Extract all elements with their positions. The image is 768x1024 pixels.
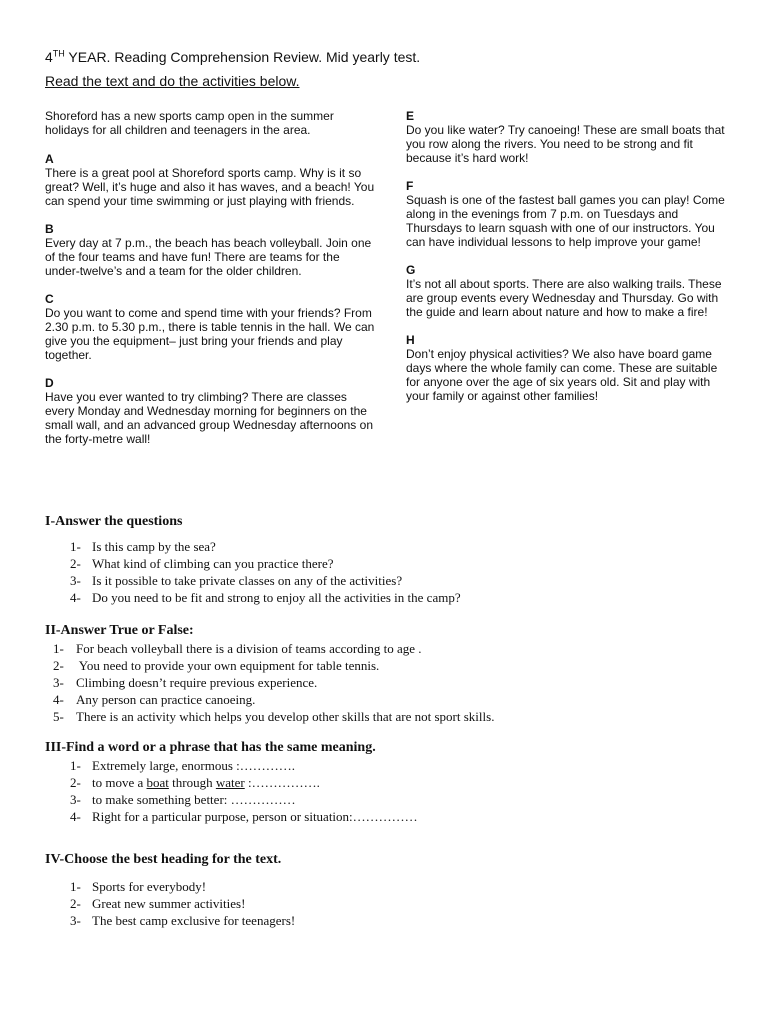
reading-column-left [45,109,375,460]
part2-list [53,640,494,725]
list-item: 1- Is this camp by the sea? [70,539,216,554]
list-item: 2- Great new summer activities! [70,896,246,911]
part3-list [70,757,418,825]
list-item: 2- to move a boat through water :……………. [70,775,320,790]
reading-section-b [45,222,375,278]
section-text: Have you ever wanted to try climbing? There are classes every Monday and Wednesday morning for beginners on the small wall, and an advanced group Wednesday afternoons on the forty-metre wall! [45,390,373,446]
list-item: 5- There is an activity which helps you develop other skills that are not sport skills. [53,709,495,724]
list-item: 2- You need to provide your own equipment for table tennis. [53,658,380,673]
reading-section-e [406,109,726,165]
list-item: 3- The best camp exclusive for teenagers! [70,913,296,928]
reading-section-f [406,179,726,249]
section-text: Do you want to come and spend time with your friends? From 2.30 p.m. to 5.30 p.m., there is table tennis in the hall. We can give you the equipment– just bring your friends and play together. [45,306,375,362]
year-number: 4 [45,49,53,65]
section-text: Don’t enjoy physical activities? We also have board game days where the whole family can come. These are suitable for anyone over the age of six years old. Sit and play with your family or against other families! [406,347,718,403]
section-letter: F [406,179,414,193]
part1-heading: I-Answer the questions [45,514,183,529]
section-letter: D [45,376,54,390]
reading-section-a [45,152,375,208]
section-text: Every day at 7 p.m., the beach has beach volleyball. Join one of the four teams and have fun! There are teams for the under-twelve’s and a team for the older children. [45,236,372,278]
reading-intro: Shoreford has a new sports camp open in the summer holidays for all children and teenagers in the area. [45,109,334,137]
part3-heading: III-Find a word or a phrase that has the same meaning. [45,740,376,755]
section-letter: B [45,222,54,236]
year-ordinal: TH [52,48,65,59]
part2-heading: II-Answer True or False: [45,623,194,638]
reading-section-h [406,333,726,403]
list-item: 1- Extremely large, enormous :…………. [70,758,296,773]
list-item: 3- to make something better: …………… [70,792,296,807]
list-item: 1- Sports for everybody! [70,879,207,894]
reading-section-c [45,292,375,362]
title-text: YEAR. Reading Comprehension Review. Mid yearly test. [64,49,421,65]
list-item: 2- What kind of climbing can you practice there? [70,556,334,571]
reading-section-g [406,263,726,319]
reading-section-d [45,376,375,446]
part4-list [70,878,295,929]
section-letter: C [45,292,54,306]
section-text: It’s not all about sports. There are also walking trails. These are group events every Wednesday and Thursday. Go with the guide and learn about nature and how to make a fire! [406,277,722,319]
part4-heading: IV-Choose the best heading for the text. [45,852,282,867]
instruction-line: Read the text and do the activities below. [45,73,300,89]
list-item: 3- Climbing doesn’t require previous experience. [53,675,318,690]
list-item: 1- For beach volleyball there is a division of teams according to age . [53,641,422,656]
list-item: 4- Do you need to be fit and strong to enjoy all the activities in the camp? [70,590,461,605]
section-text: There is a great pool at Shoreford sports camp. Why is it so great? Well, it’s huge and also it has waves, and a beach! You can spend your time swimming or just playing with friends. [45,166,375,208]
section-text: Squash is one of the fastest ball games you can play! Come along in the evenings from 7 p.m. on Tuesdays and Thursdays to learn squash with one of our instructors. You can have individual lessons to help improve your game! [406,193,725,249]
section-text: Do you like water? Try canoeing! These are small boats that you row along the rivers. You need to be strong and fit because it’s hard work! [406,123,725,165]
list-item: 4- Right for a particular purpose, person or situation:…………… [70,809,418,824]
section-letter: H [406,333,415,347]
list-item: 3- Is it possible to take private classes on any of the activities? [70,573,403,588]
list-item: 4- Any person can practice canoeing. [53,692,256,707]
section-letter: E [406,109,415,123]
section-letter: G [406,263,416,277]
page-title [45,49,420,65]
reading-column-right [406,109,726,417]
part1-list [70,538,461,606]
section-letter: A [45,152,54,166]
